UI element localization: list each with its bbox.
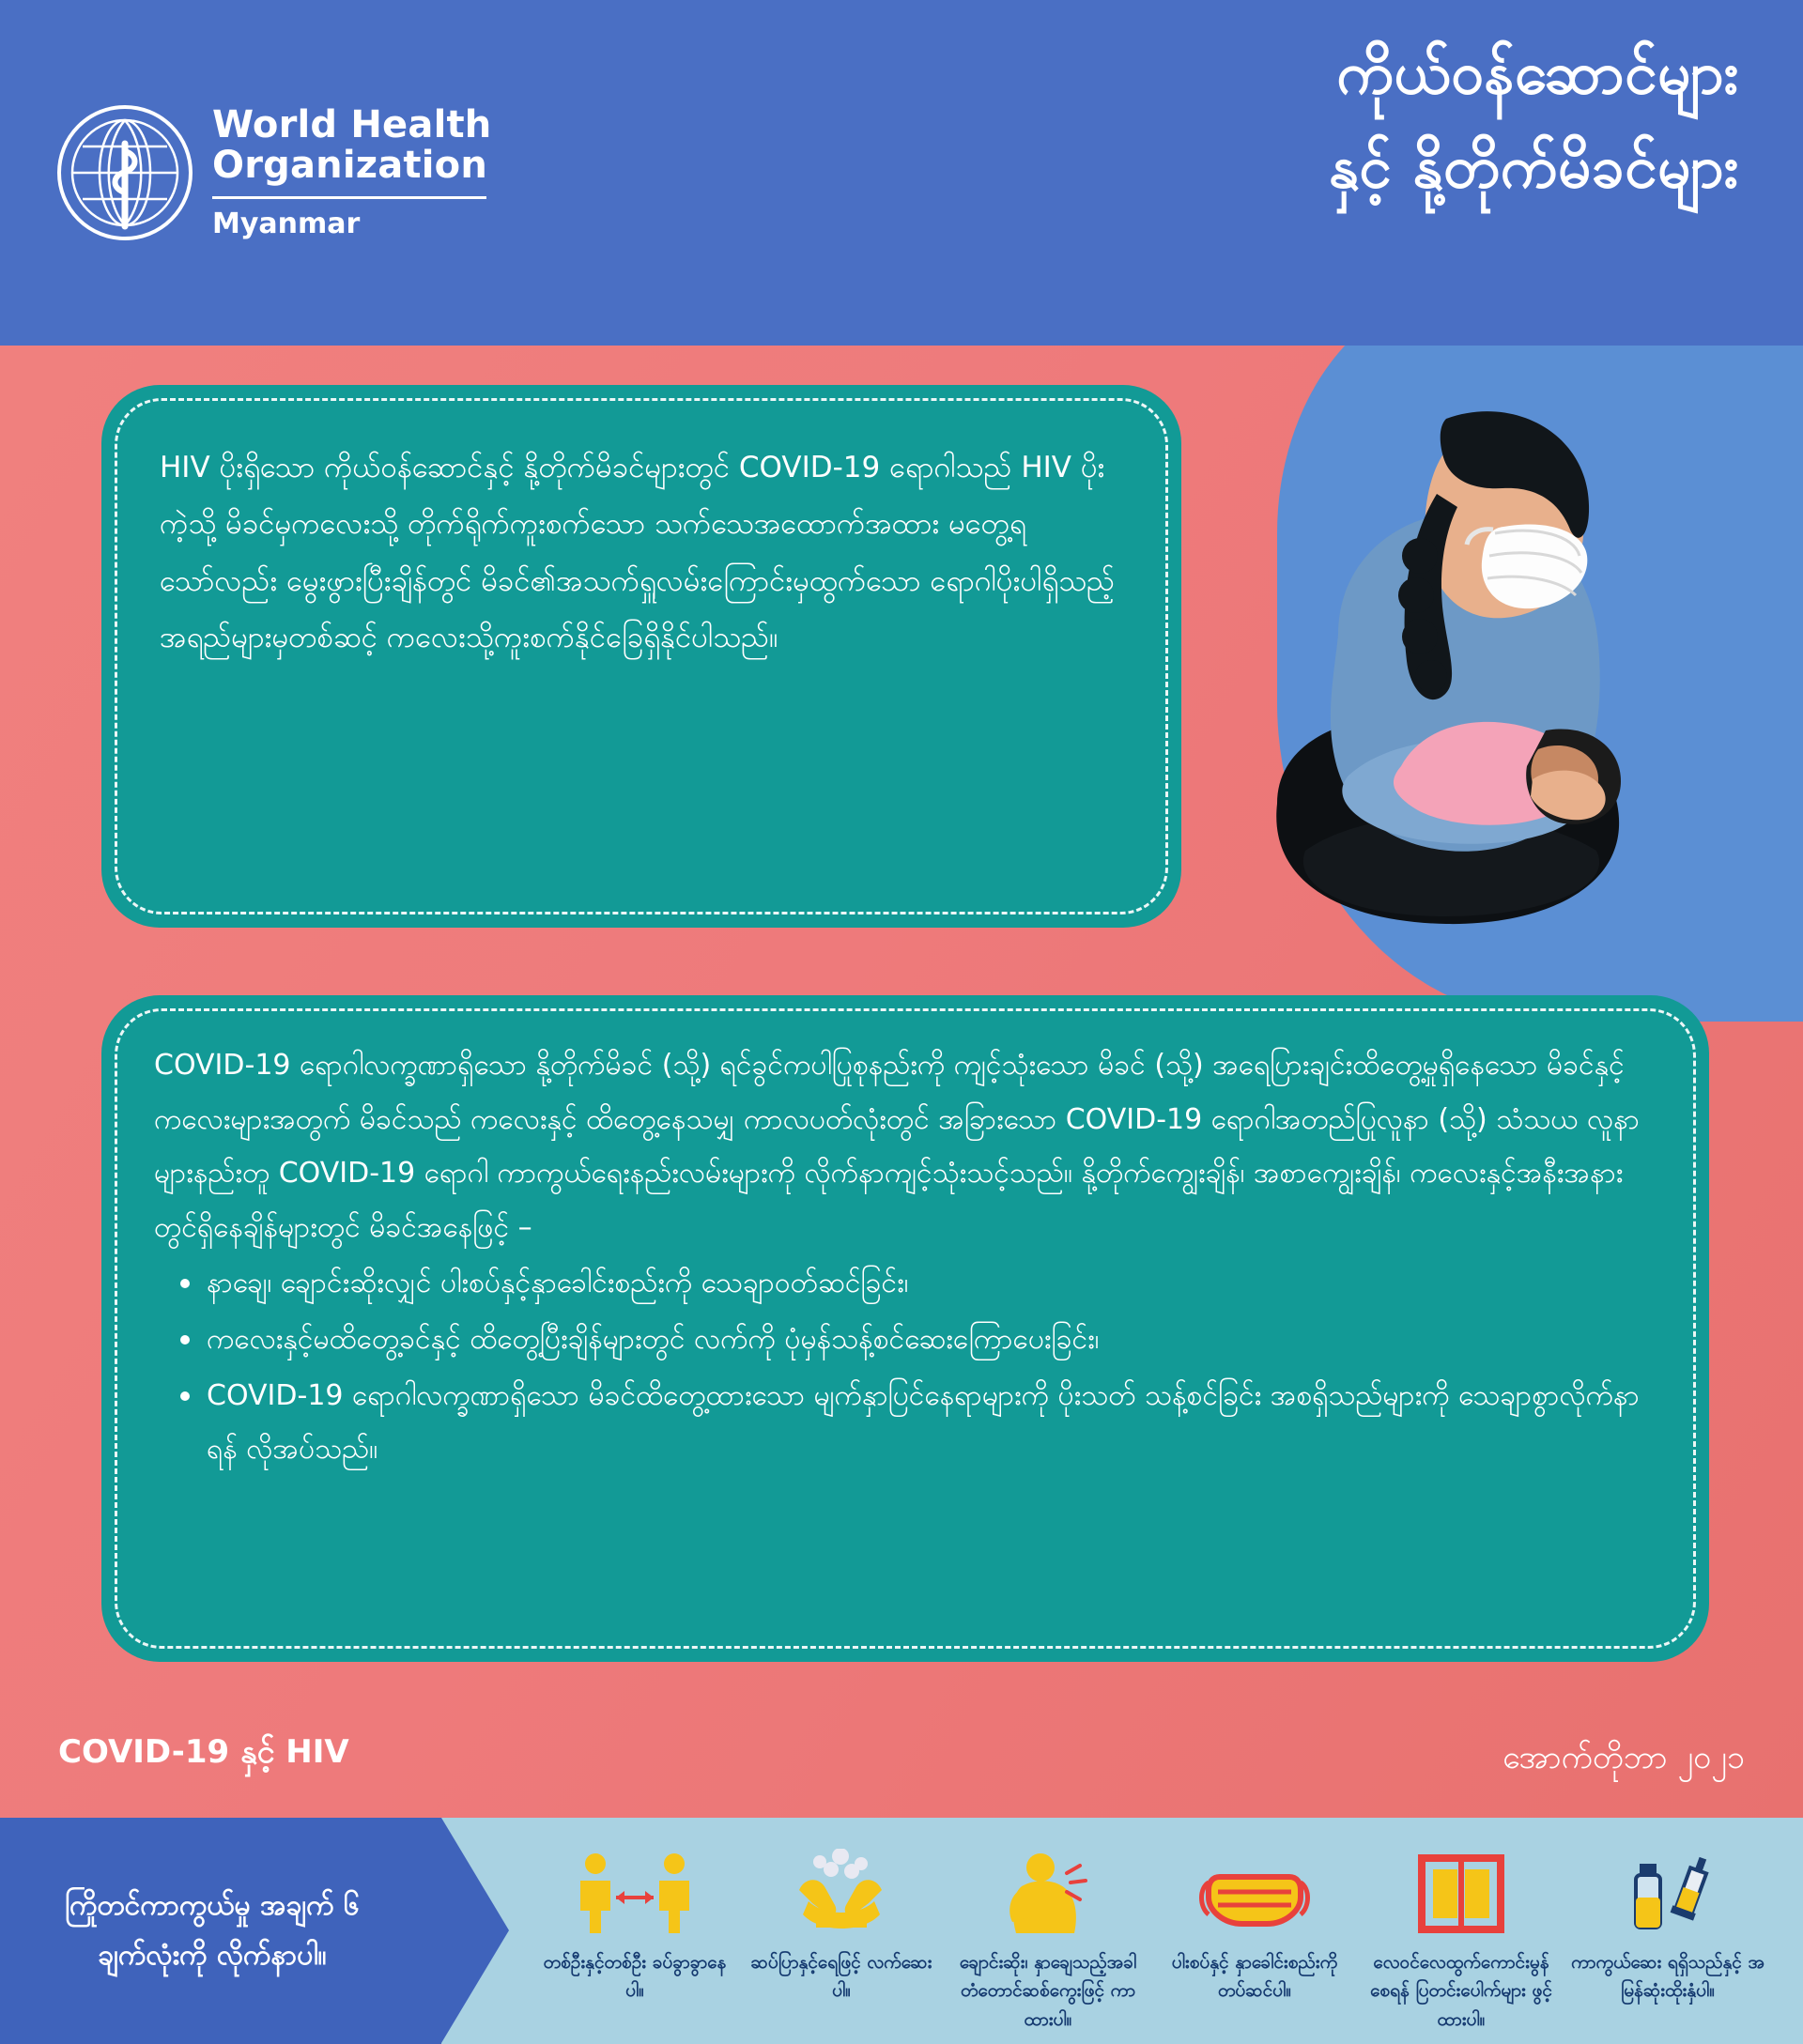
prevention-item-cough-etiquette [951, 1845, 1145, 2034]
who-divider [212, 196, 486, 199]
prevention-caption: ဆပ်ပြာနှင့်ရေဖြင့် လက်ဆေးပါ။ [750, 1951, 932, 2002]
prevention-caption: ပါးစပ်နှင့် နှာခေါင်းစည်းကို တပ်ဆင်ပါ။ [1171, 1951, 1338, 2002]
who-line-1: World Health [212, 102, 492, 146]
prevention-caption: လေဝင်လေထွက်ကောင်းမွန် စေရန် ပြတင်းပေါက်များ ဖွင့်ထားပါ။ [1370, 1951, 1552, 2030]
prevention-caption: တစ်ဦးနှင့်တစ်ဦး ခပ်ခွာခွာနေပါ။ [543, 1951, 727, 2002]
list-item: ကလေးနှင့်မထိတွေ့ခင်နှင့် ထိတွေ့ပြီးချိန်များတွင် လက်ကို ပုံမှန်သန့်စင်ဆေးကြောပေးခြင်း၊ [154, 1313, 1657, 1367]
prevention-item-face-mask [1158, 1845, 1351, 2006]
who-emblem-icon [54, 102, 195, 243]
who-country: Myanmar [212, 207, 361, 241]
card-1-text: HIV ပိုးရှိသော ကိုယ်ဝန်ဆောင်နှင့် နို့တိုက်မိခင်များတွင် COVID-19 ရောဂါသည် HIV ပိုးကဲ့သို့ မိခင်မှကလေးသို့ တိုက်ရိုက်ကူးစက်သော သက်သေအထောက်အထား မတွေ့ရသော်လည်း မွေးဖွားပြီးချိန်တွင် မိခင်၏အသက်ရှူလမ်းကြောင်းမှထွက်သော ရောဂါပိုးပါရှိသည့် အရည်များမှတစ်ဆင့် ကလေးသို့ကူးစက်နိုင်ခြေရှိနိုင်ပါသည်။ [160, 451, 1116, 655]
face-mask-icon [1158, 1845, 1351, 1943]
who-line-2: Organization [212, 144, 488, 187]
page-title-line-1: ကိုယ်ဝန်ဆောင်များ [1336, 38, 1739, 107]
footer-banner-text: ကြိုတင်ကာကွယ်မှု အချက် ၆ ချက်လုံးကို လိုက်နာပါ။ [0, 1818, 441, 2044]
main-content [0, 346, 1803, 1818]
list-item: COVID-19 ရောဂါလက္ခဏာရှိသော မိခင်ထိတွေ့ထားသော မျက်နှာပြင်နေရာများကို ပိုးသတ် သန့်စင်ခြင်း အစရှိသည်များကို သေချာစွာလိုက်နာရန် လိုအပ်သည်။ [154, 1369, 1657, 1477]
list-item: နာချေ၊ ချောင်းဆိုးလျှင် ပါးစပ်နှင့်နှာခေါင်းစည်းကို သေချာဝတ်ဆင်ခြင်း၊ [154, 1256, 1657, 1311]
info-card-precautions [101, 995, 1709, 1662]
social-distance-icon [538, 1845, 732, 1943]
who-logo [54, 102, 491, 243]
prevention-item-ventilation [1364, 1845, 1558, 2034]
who-wordmark [212, 102, 492, 241]
breastfeeding-mother-illustration [1164, 362, 1765, 973]
page-header [0, 0, 1803, 346]
page-footer [0, 1818, 1803, 2044]
ventilation-icon [1364, 1845, 1558, 1943]
prevention-caption: ချောင်းဆိုး၊ နှာချေသည့်အခါ တံတောင်ဆစ်ကွေးဖြင့် ကာထားပါ။ [959, 1951, 1137, 2030]
prevention-item-vaccine [1571, 1845, 1764, 2006]
cough-etiquette-icon [951, 1845, 1145, 1943]
card-2-body [101, 995, 1709, 1520]
page-title [800, 26, 1739, 215]
vaccine-icon [1571, 1845, 1764, 1943]
info-card-hiv-transmission [101, 385, 1181, 928]
footnote-date: အောက်တိုဘာ ၂၀၂၁ [1502, 1739, 1745, 1776]
prevention-item-social-distance [538, 1845, 732, 2006]
page-title-line-2: နှင့် နို့တိုက်မိခင်များ [1328, 132, 1739, 202]
prevention-caption: ကာကွယ်ဆေး ရရှိသည်နှင့် အမြန်ဆုံးထိုးနှံပါ။ [1571, 1951, 1764, 2002]
card-2-bullet-list [154, 1256, 1657, 1476]
handwash-icon [745, 1845, 938, 1943]
prevention-icons-row [441, 1828, 1803, 2034]
prevention-item-handwash [745, 1845, 938, 2006]
footnote-topic: COVID-19 နှင့် HIV [58, 1733, 349, 1771]
card-2-paragraph: COVID-19 ရောဂါလက္ခဏာရှိသော နို့တိုက်မိခင် (သို့) ရင်ခွင်ကပါပြုစုနည်းကို ကျင့်သုံးသော မိခင် (သို့) အရေပြားချင်းထိတွေ့မှုရှိနေသော မိခင်နှင့်ကလေးများအတွက် မိခင်သည် ကလေးနှင့် ထိတွေ့နေသမျှ ကာလပတ်လုံးတွင် အခြားသော COVID-19 ရောဂါအတည်ပြုလူနာ (သို့) သံသယ လူနာများနည်းတူ COVID-19 ရောဂါ ကာကွယ်ရေးနည်းလမ်းများကို လိုက်နာကျင့်သုံးသင့်သည်။ နို့တိုက်ကျွေးချိန်၊ အစာကျွေးချိန်၊ ကလေးနှင့်အနီးအနားတွင်ရှိနေချိန်များတွင် မိခင်အနေဖြင့် – [154, 1049, 1640, 1244]
